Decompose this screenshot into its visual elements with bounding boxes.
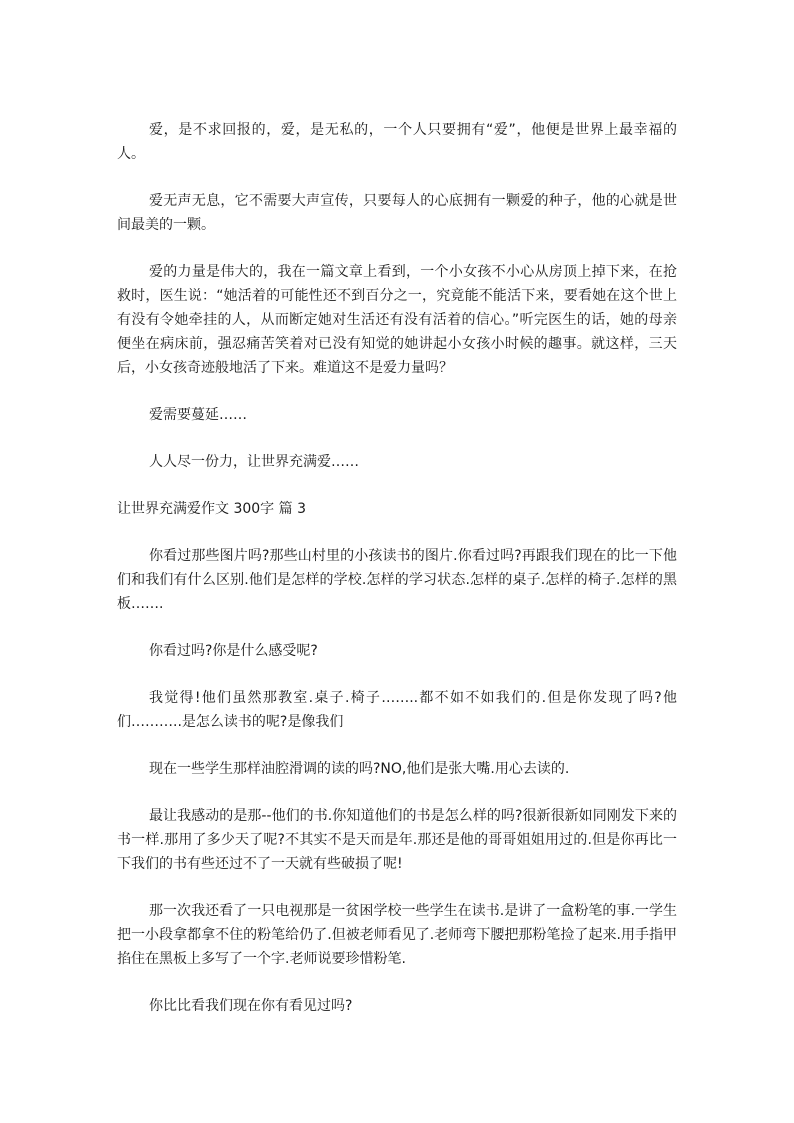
paragraph: 最让我感动的是那--他们的书.你知道他们的书是怎么样的吗?很新很新如同刚发下来的书一样.那用了多少天了呢?不其实不是天而是年.那还是他的哥哥姐姐用过的.但是你再比一下我们的书有些还过不了一天就有些破损了呢! [117, 808, 677, 872]
paragraph: 爱需要蔓延…… [149, 407, 247, 423]
paragraph: 那一次我还看了一只电视那是一贫困学校一些学生在读书.是讲了一盒粉笔的事.一学生把一小段拿都拿不住的粉笔给仍了.但被老师看见了.老师弯下腰把那粉笔捡了起来.用手指甲掐住在黑板上多写了一个字.老师说要珍惜粉笔. [117, 903, 677, 967]
paragraph: 你看过那些图片吗?那些山村里的小孩读书的图片.你看过吗?再跟我们现在的比一下他们和我们有什么区别.他们是怎样的学校.怎样的学习状态.怎样的桌子.怎样的椅子.怎样的黑板……. [117, 548, 677, 612]
paragraph: 爱，是不求回报的，爱，是无私的，一个人只要拥有“爱”，他便是世界上最幸福的人。 [117, 122, 677, 162]
paragraph: 人人尽一份力，让世界充满爱…… [149, 454, 359, 470]
paragraph: 你看过吗?你是什么感受呢? [149, 643, 318, 659]
paragraph: 现在一些学生那样油腔滑调的读的吗?NO,他们是张大嘴.用心去读的. [149, 761, 570, 777]
section-heading: 让世界充满爱作文 300字 篇 3 [117, 501, 306, 517]
paragraph: 你比比看我们现在你有看见过吗? [149, 998, 353, 1014]
paragraph: 我觉得!他们虽然那教室.桌子.椅子……..都不如不如我们的.但是你发现了吗?他们………..是怎么读书的呢?是像我们 [117, 690, 677, 730]
paragraph: 爱无声无息，它不需要大声宣传，只要每人的心底拥有一颗爱的种子，他的心就是世间最美的一颗。 [117, 193, 677, 233]
document-body [117, 118, 677, 1041]
paragraph: 爱的力量是伟大的，我在一篇文章上看到，一个小女孩不小心从房顶上掉下来，在抢救时，医生说：“她活着的可能性还不到百分之一，究竟能不能活下来，要看她在这个世上有没有令她牵挂的人，从而断定她对生活还有没有活着的信心。”听完医生的话，她的母亲便坐在病床前，强忍痛苦笑着对已没有知觉的她讲起小女孩小时候的趣事。就这样，三天后，小女孩奇迹般地活了下来。难道这不是爱力量吗？ [117, 264, 677, 376]
